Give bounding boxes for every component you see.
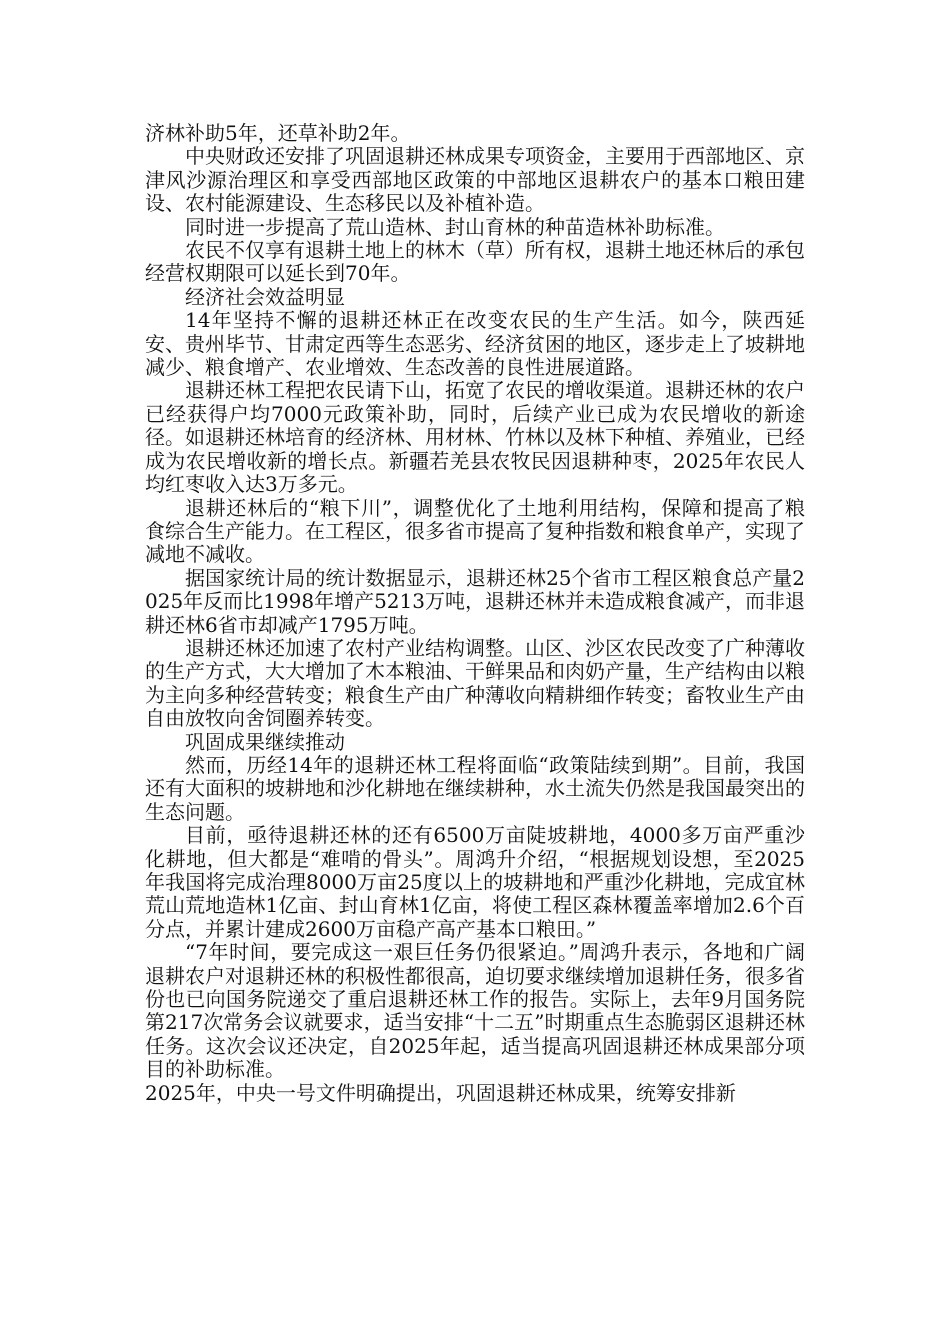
paragraph: 退耕还林还加速了农村产业结构调整。山区、沙区农民改变了广种薄收的生产方式，大大增加了木本粮油、干鲜果品和肉奶产量，生产结构由以粮为主向多种经营转变；粮食生产由广种薄收向精耕细作转变；畜牧业生产由自由放牧向舍饲圈养转变。 bbox=[145, 635, 805, 731]
paragraph-continuation: 济林补助5年，还草补助2年。 bbox=[145, 121, 411, 145]
paragraph: 同时进一步提高了荒山造林、封山育林的种苗造林补助标准。 bbox=[185, 214, 725, 239]
paragraph: 然而，历经14年的退耕还林工程将面临“政策陆续到期”。目前，我国还有大面积的坡耕地和沙化耕地在继续耕种，水土流失仍然是我国最突出的生态问题。 bbox=[145, 752, 805, 824]
paragraph: 目前，亟待退耕还林的还有6500万亩陡坡耕地，4000多万亩严重沙化耕地，但大都是“难啃的骨头”。周鸿升介绍，“根据规划设想，至2025年我国将完成治理8000万亩25度以上的坡耕地和严重沙化耕地，完成宜林荒山荒地造林1亿亩、封山育林1亿亩，将使工程区森林覆盖率增加2.6个百分点，并累计建成2600万亩稳产高产基本口粮田。” bbox=[145, 823, 805, 941]
paragraph: 农民不仅享有退耕土地上的林木（草）所有权，退耕土地还林后的承包经营权期限可以延长到70年。 bbox=[145, 238, 805, 286]
section-heading: 巩固成果继续推动 bbox=[185, 729, 345, 754]
section-heading: 经济社会效益明显 bbox=[185, 284, 345, 309]
paragraph: 退耕还林后的“粮下川”，调整优化了土地利用结构，保障和提高了粮食综合生产能力。在工程区，很多省市提高了复种指数和粮食单产，实现了减地不减收。 bbox=[145, 495, 805, 567]
paragraph: 中央财政还安排了巩固退耕还林成果专项资金，主要用于西部地区、京津风沙源治理区和享受西部地区政策的中部地区退耕农户的基本口粮田建设、农村能源建设、生态移民以及补植补造。 bbox=[145, 144, 805, 216]
paragraph: 据国家统计局的统计数据显示，退耕还林25个省市工程区粮食总产量2025年反而比1998年增产5213万吨，退耕还林并未造成粮食减产，而非退耕还林6省市却减产1795万吨。 bbox=[145, 565, 805, 637]
paragraph-continuation: 2025年，中央一号文件明确提出，巩固退耕还林成果，统筹安排新 bbox=[145, 1080, 736, 1105]
paragraph: 退耕还林工程把农民请下山，拓宽了农民的增收渠道。退耕还林的农户已经获得户均7000元政策补助，同时，后续产业已成为农民增收的新途径。如退耕还林培育的经济林、用材林、竹林以及林下种植、养殖业，已经成为农民增收新的增长点。新疆若羌县农牧民因退耕种枣，2025年农民人均红枣收入达3万多元。 bbox=[145, 378, 805, 497]
paragraph: 14年坚持不懈的退耕还林正在改变农民的生产生活。如今，陕西延安、贵州毕节、甘肃定西等生态恶劣、经济贫困的地区，逐步走上了坡耕地减少、粮食增产、农业增效、生态改善的良性进展道路。 bbox=[145, 308, 805, 380]
document-body bbox=[145, 122, 805, 1105]
paragraph: “7年时间，要完成这一艰巨任务仍很紧迫。”周鸿升表示，各地和广阔退耕农户对退耕还林的积极性都很高，迫切要求继续增加退耕任务，很多省份也已向国务院递交了重启退耕还林工作的报告。实际上，去年9月国务院第217次常务会议就要求，适当安排“十二五”时期重点生态脆弱区退耕还林任务。这次会议还决定，自2025年起，适当提高巩固退耕还林成果部分项目的补助标准。 bbox=[145, 940, 805, 1082]
